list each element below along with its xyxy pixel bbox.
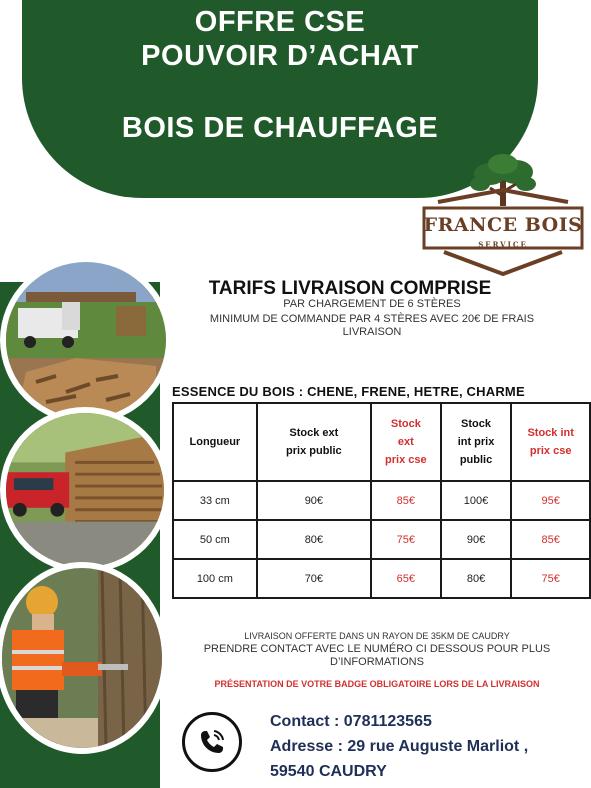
contact-address: Adresse : 29 rue Auguste Marliot , bbox=[270, 738, 529, 755]
header-title-bois: BOIS DE CHAUFFAGE bbox=[121, 112, 439, 144]
cell-int-public: 80€ bbox=[441, 559, 512, 598]
contact-prompt-line2: D’INFORMATIONS bbox=[330, 656, 424, 668]
price-table bbox=[172, 402, 591, 599]
contact-phone[interactable]: Contact : 0781123565 bbox=[270, 713, 432, 730]
phone-icon bbox=[196, 726, 228, 758]
cell-ext-cse: 65€ bbox=[371, 559, 441, 598]
france-bois-logo bbox=[420, 152, 586, 276]
badge-required-note: PRÉSENTATION DE VOTRE BADGE OBLIGATOIRE LORS DE LA LIVRAISON bbox=[214, 679, 540, 689]
logo-subtitle: SERVICE bbox=[478, 240, 528, 249]
logo-name: FRANCE BOIS bbox=[423, 214, 583, 236]
cell-longueur: 100 cm bbox=[173, 559, 257, 598]
header-stock-int-public: Stock int prix public bbox=[441, 403, 512, 481]
header-stock-int-cse: Stock int prix cse bbox=[511, 403, 590, 481]
contact-city: 59540 CAUDRY bbox=[270, 763, 387, 780]
tarifs-subtitle-chargement: PAR CHARGEMENT DE 6 STÈRES bbox=[283, 298, 461, 310]
header-title-pouvoir: POUVOIR D’ACHAT bbox=[141, 40, 419, 72]
photo-lumberjack bbox=[0, 562, 168, 754]
cell-int-public: 100€ bbox=[441, 481, 512, 520]
tarifs-subtitle-minimum: MINIMUM DE COMMANDE PAR 4 STÈRES AVEC 20€ DE FRAIS bbox=[209, 313, 535, 325]
contact-prompt-line1: PRENDRE CONTACT AVEC LE NUMÉRO CI DESSOUS POUR PLUS bbox=[203, 643, 551, 655]
header-title-offre: OFFRE CSE bbox=[194, 6, 366, 38]
cell-int-cse: 85€ bbox=[511, 520, 590, 559]
header-stock-ext-public: Stock ext prix public bbox=[257, 403, 371, 481]
cell-int-cse: 95€ bbox=[511, 481, 590, 520]
cell-ext-cse: 85€ bbox=[371, 481, 441, 520]
tarifs-title: TARIFS LIVRAISON COMPRISE bbox=[208, 278, 492, 299]
photo-delivery-truck bbox=[0, 256, 172, 424]
header-longueur: Longueur bbox=[173, 403, 257, 481]
table-row bbox=[173, 559, 590, 598]
wood-species: ESSENCE DU BOIS : CHENE, FRENE, HETRE, CHARME bbox=[172, 384, 525, 399]
cell-longueur: 50 cm bbox=[173, 520, 257, 559]
cell-int-cse: 75€ bbox=[511, 559, 590, 598]
table-row bbox=[173, 481, 590, 520]
price-table-header-row bbox=[173, 403, 590, 481]
header-stock-ext-cse: Stock ext prix cse bbox=[371, 403, 441, 481]
cell-int-public: 90€ bbox=[441, 520, 512, 559]
delivery-radius-note: LIVRAISON OFFERTE DANS UN RAYON DE 35KM DE CAUDRY bbox=[244, 631, 510, 641]
cell-longueur: 33 cm bbox=[173, 481, 257, 520]
cell-ext-public: 70€ bbox=[257, 559, 371, 598]
phone-icon-circle[interactable] bbox=[182, 712, 242, 772]
photo-wood-pile bbox=[0, 407, 170, 573]
tarifs-subtitle-livraison: LIVRAISON bbox=[342, 326, 402, 338]
cell-ext-cse: 75€ bbox=[371, 520, 441, 559]
table-row bbox=[173, 520, 590, 559]
cell-ext-public: 80€ bbox=[257, 520, 371, 559]
cell-ext-public: 90€ bbox=[257, 481, 371, 520]
